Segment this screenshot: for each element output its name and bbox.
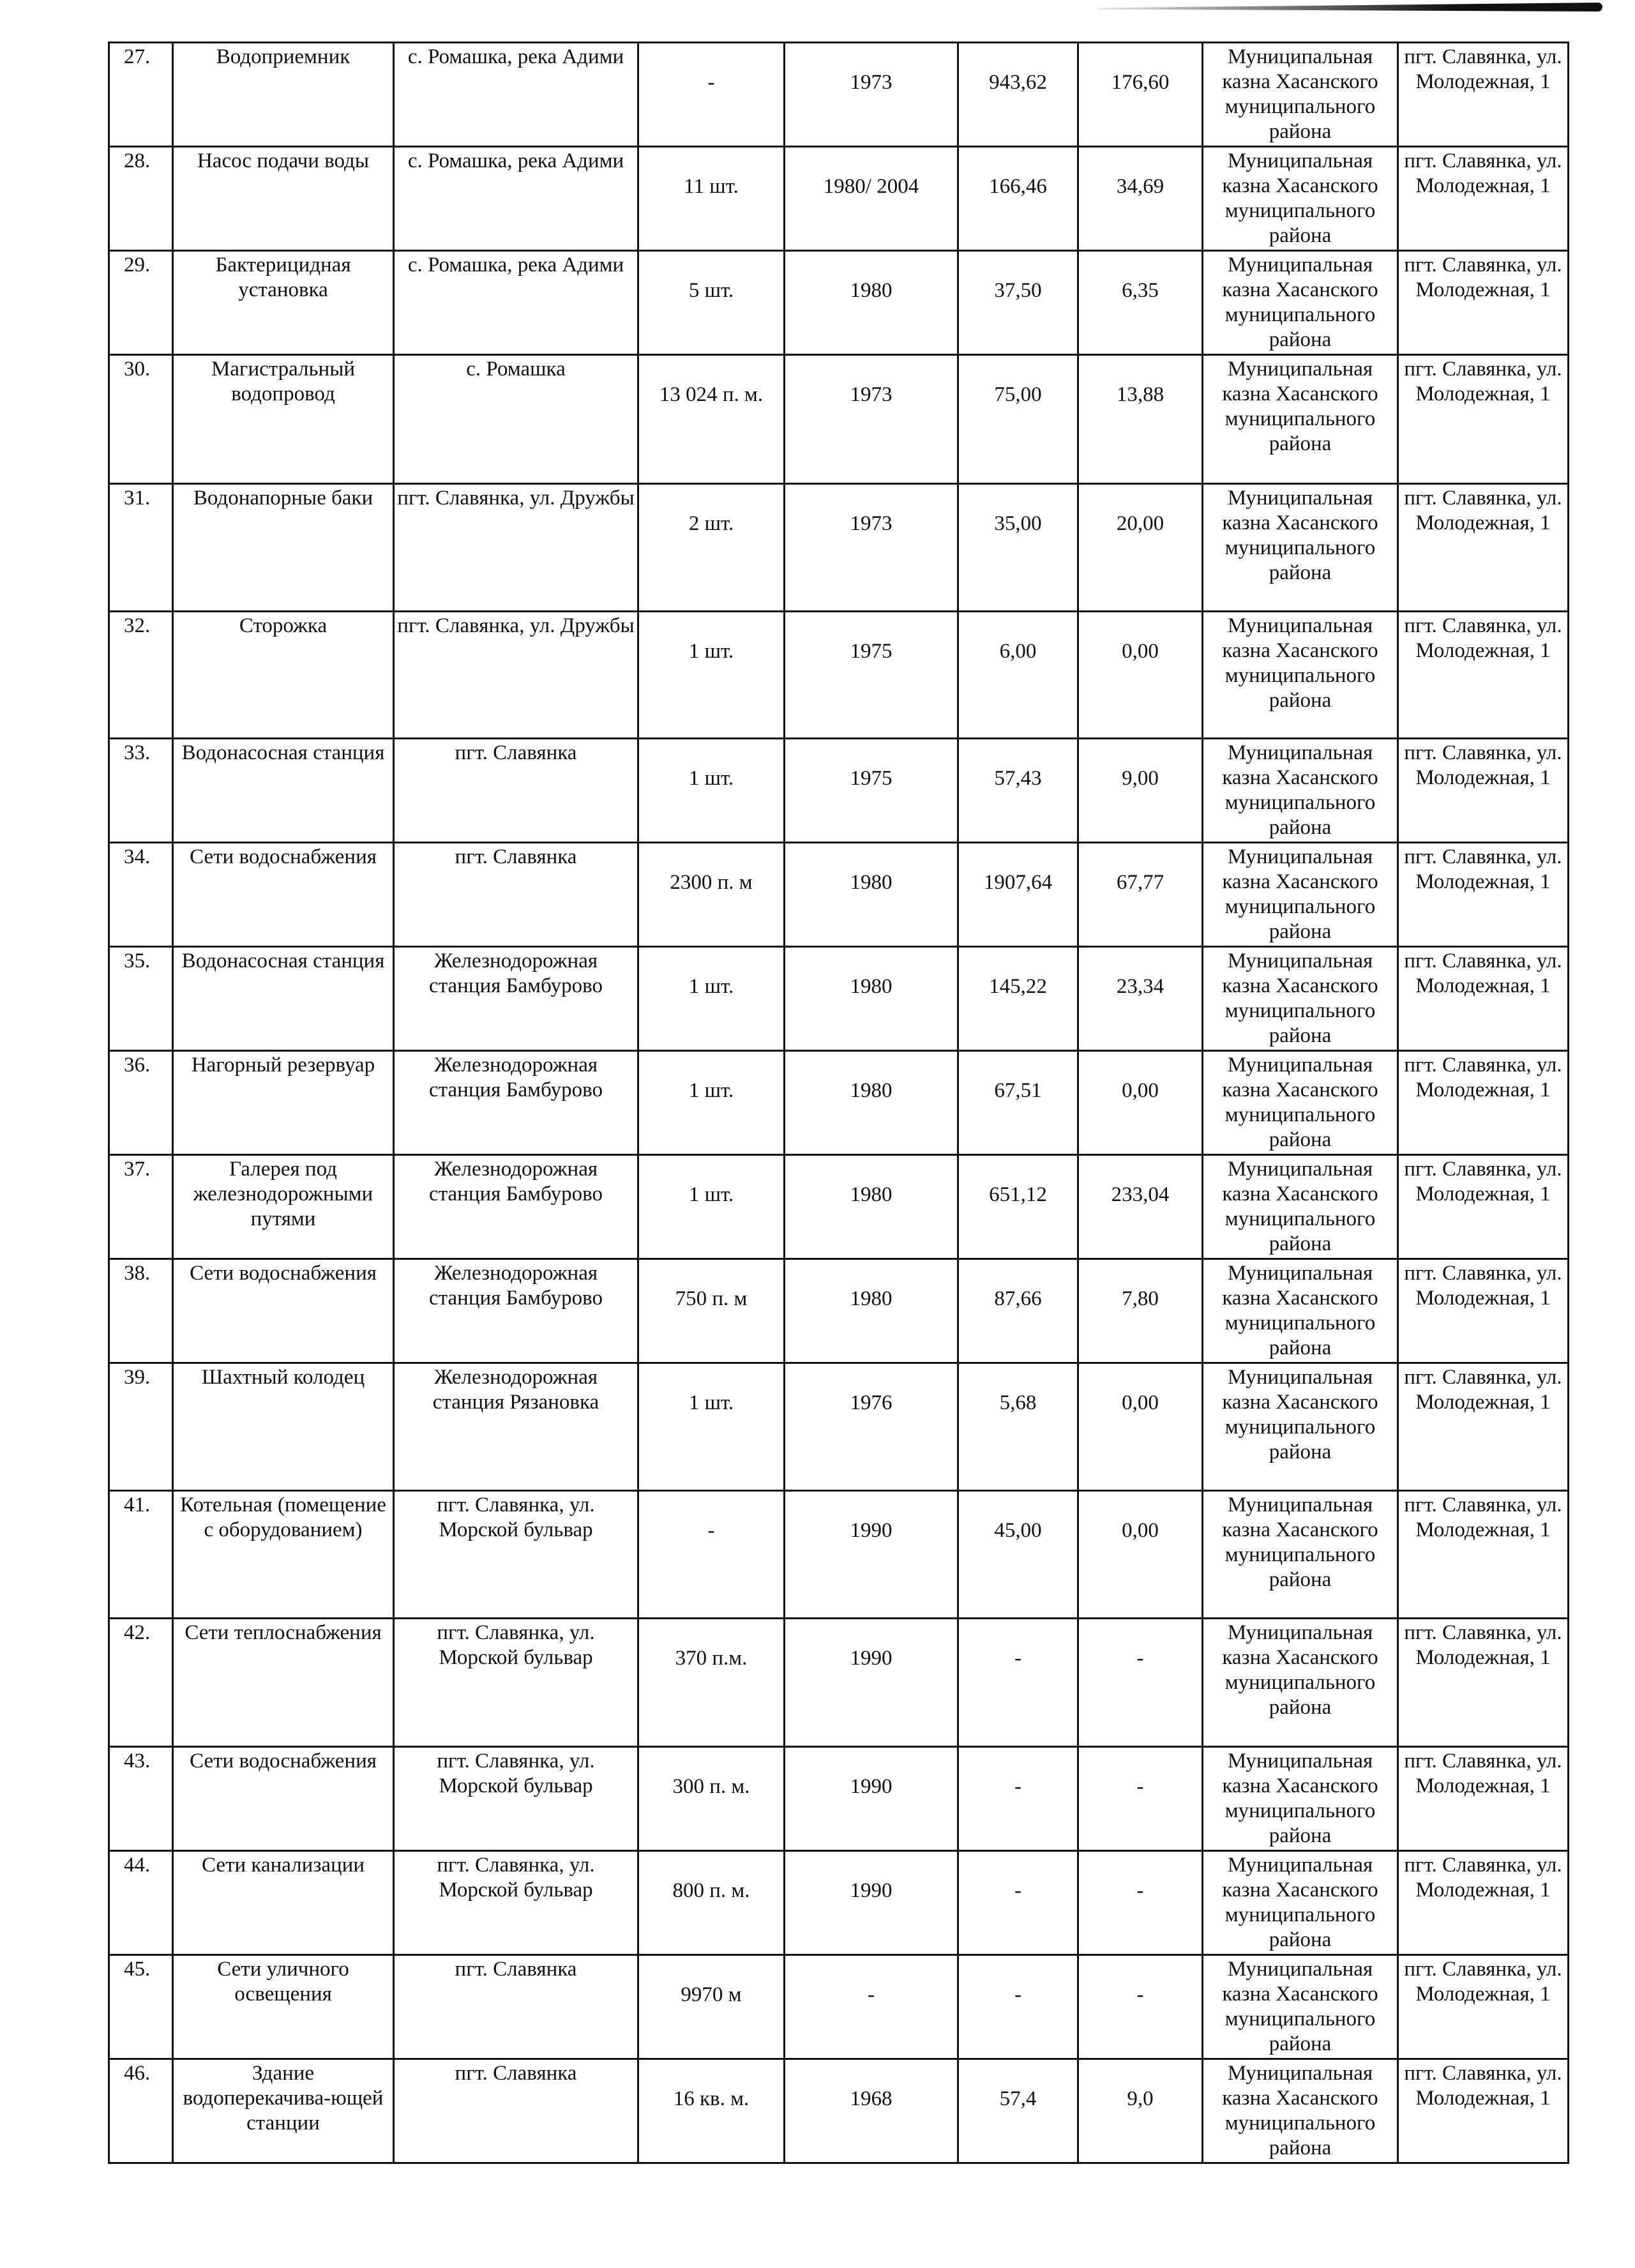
row-number-cell: 33. [109,739,173,843]
object-address-cell: с. Ромашка [394,355,638,484]
book-value-cell: 166,46 [958,147,1078,251]
holder-address-cell: пгт. Славянка, ул. Молодежная, 1 [1398,1259,1569,1363]
object-address-cell: Железнодорожная станция Рязановка [394,1363,638,1491]
quantity-cell: 9970 м [638,1955,785,2059]
table-row [109,1259,1569,1363]
quantity-cell: 1 шт. [638,1155,785,1259]
residual-value-cell: 176,60 [1078,43,1203,147]
year-cell: 1975 [785,739,958,843]
object-address-cell: Железнодорожная станция Бамбурово [394,1259,638,1363]
object-address-cell: с. Ромашка, река Адими [394,43,638,147]
row-number-cell: 42. [109,1619,173,1747]
table-row [109,1851,1569,1955]
row-number-cell: 46. [109,2059,173,2163]
object-name-cell: Водоприемник [173,43,394,147]
year-cell: 1980/ 2004 [785,147,958,251]
holder-address-cell: пгт. Славянка, ул. Молодежная, 1 [1398,1051,1569,1155]
residual-value-cell: 23,34 [1078,947,1203,1051]
table-row [109,1619,1569,1747]
object-address-cell: Железнодорожная станция Бамбурово [394,1155,638,1259]
holder-address-cell: пгт. Славянка, ул. Молодежная, 1 [1398,612,1569,739]
holder-address-cell: пгт. Славянка, ул. Молодежная, 1 [1398,843,1569,947]
object-address-cell: пгт. Славянка, ул. Морской бульвар [394,1851,638,1955]
residual-value-cell: 6,35 [1078,251,1203,355]
quantity-cell: 16 кв. м. [638,2059,785,2163]
table-row [109,1155,1569,1259]
owner-cell: Муниципальная казна Хасанского муниципального района [1203,484,1398,612]
holder-address-cell: пгт. Славянка, ул. Молодежная, 1 [1398,1851,1569,1955]
object-address-cell: пгт. Славянка, ул. Морской бульвар [394,1491,638,1619]
quantity-cell: 2300 п. м [638,843,785,947]
book-value-cell: - [958,1955,1078,2059]
owner-cell: Муниципальная казна Хасанского муниципального района [1203,843,1398,947]
holder-address-cell: пгт. Славянка, ул. Молодежная, 1 [1398,355,1569,484]
owner-cell: Муниципальная казна Хасанского муниципального района [1203,1155,1398,1259]
row-number-cell: 37. [109,1155,173,1259]
holder-address-cell: пгт. Славянка, ул. Молодежная, 1 [1398,1363,1569,1491]
book-value-cell: 943,62 [958,43,1078,147]
year-cell: 1980 [785,1051,958,1155]
year-cell: 1980 [785,947,958,1051]
table-row [109,251,1569,355]
holder-address-cell: пгт. Славянка, ул. Молодежная, 1 [1398,147,1569,251]
row-number-cell: 32. [109,612,173,739]
year-cell: 1980 [785,1155,958,1259]
owner-cell: Муниципальная казна Хасанского муниципального района [1203,147,1398,251]
object-name-cell: Водонасосная станция [173,739,394,843]
book-value-cell: 35,00 [958,484,1078,612]
owner-cell: Муниципальная казна Хасанского муниципального района [1203,1363,1398,1491]
object-name-cell: Сети водоснабжения [173,1747,394,1851]
book-value-cell: 45,00 [958,1491,1078,1619]
object-name-cell: Шахтный колодец [173,1363,394,1491]
row-number-cell: 45. [109,1955,173,2059]
object-name-cell: Насос подачи воды [173,147,394,251]
row-number-cell: 30. [109,355,173,484]
year-cell: 1990 [785,1619,958,1747]
year-cell: 1975 [785,612,958,739]
book-value-cell: 37,50 [958,251,1078,355]
residual-value-cell: - [1078,1619,1203,1747]
owner-cell: Муниципальная казна Хасанского муниципального района [1203,612,1398,739]
object-address-cell: с. Ромашка, река Адими [394,251,638,355]
table-row [109,1363,1569,1491]
table-row [109,612,1569,739]
year-cell: - [785,1955,958,2059]
quantity-cell: 1 шт. [638,612,785,739]
book-value-cell: 145,22 [958,947,1078,1051]
row-number-cell: 27. [109,43,173,147]
row-number-cell: 28. [109,147,173,251]
residual-value-cell: - [1078,1747,1203,1851]
table-row [109,484,1569,612]
year-cell: 1980 [785,1259,958,1363]
table-row [109,947,1569,1051]
residual-value-cell: 0,00 [1078,1491,1203,1619]
owner-cell: Муниципальная казна Хасанского муниципального района [1203,1851,1398,1955]
owner-cell: Муниципальная казна Хасанского муниципального района [1203,1259,1398,1363]
scan-artifact-stroke [1098,3,1602,11]
object-name-cell: Сети канализации [173,1851,394,1955]
year-cell: 1968 [785,2059,958,2163]
book-value-cell: - [958,1851,1078,1955]
object-address-cell: Железнодорожная станция Бамбурово [394,947,638,1051]
object-name-cell: Водонасосная станция [173,947,394,1051]
object-name-cell: Магистральный водопровод [173,355,394,484]
row-number-cell: 35. [109,947,173,1051]
table-row [109,1051,1569,1155]
book-value-cell: 67,51 [958,1051,1078,1155]
object-name-cell: Сети водоснабжения [173,843,394,947]
quantity-cell: 5 шт. [638,251,785,355]
year-cell: 1990 [785,1851,958,1955]
holder-address-cell: пгт. Славянка, ул. Молодежная, 1 [1398,1955,1569,2059]
residual-value-cell: - [1078,1851,1203,1955]
object-name-cell: Сети теплоснабжения [173,1619,394,1747]
residual-value-cell: 34,69 [1078,147,1203,251]
owner-cell: Муниципальная казна Хасанского муниципального района [1203,1051,1398,1155]
row-number-cell: 39. [109,1363,173,1491]
object-address-cell: пгт. Славянка, ул. Дружбы [394,612,638,739]
table-row [109,147,1569,251]
quantity-cell: 11 шт. [638,147,785,251]
holder-address-cell: пгт. Славянка, ул. Молодежная, 1 [1398,43,1569,147]
year-cell: 1973 [785,43,958,147]
object-address-cell: пгт. Славянка [394,739,638,843]
book-value-cell: 75,00 [958,355,1078,484]
residual-value-cell: 20,00 [1078,484,1203,612]
row-number-cell: 43. [109,1747,173,1851]
book-value-cell: 87,66 [958,1259,1078,1363]
residual-value-cell: 7,80 [1078,1259,1203,1363]
table-row [109,1955,1569,2059]
quantity-cell: 800 п. м. [638,1851,785,1955]
object-address-cell: Железнодорожная станция Бамбурово [394,1051,638,1155]
row-number-cell: 36. [109,1051,173,1155]
table-row [109,843,1569,947]
owner-cell: Муниципальная казна Хасанского муниципального района [1203,1491,1398,1619]
quantity-cell: 13 024 п. м. [638,355,785,484]
residual-value-cell: 0,00 [1078,1051,1203,1155]
book-value-cell: 651,12 [958,1155,1078,1259]
residual-value-cell: 0,00 [1078,612,1203,739]
residual-value-cell: 67,77 [1078,843,1203,947]
object-name-cell: Сторожка [173,612,394,739]
year-cell: 1980 [785,251,958,355]
table-row [109,355,1569,484]
quantity-cell: 1 шт. [638,947,785,1051]
book-value-cell: 57,4 [958,2059,1078,2163]
object-address-cell: пгт. Славянка [394,2059,638,2163]
quantity-cell: - [638,43,785,147]
object-name-cell: Бактерицидная установка [173,251,394,355]
quantity-cell: 300 п. м. [638,1747,785,1851]
holder-address-cell: пгт. Славянка, ул. Молодежная, 1 [1398,251,1569,355]
table-row [109,739,1569,843]
object-name-cell: Сети уличного освещения [173,1955,394,2059]
row-number-cell: 31. [109,484,173,612]
row-number-cell: 38. [109,1259,173,1363]
owner-cell: Муниципальная казна Хасанского муниципального района [1203,739,1398,843]
holder-address-cell: пгт. Славянка, ул. Молодежная, 1 [1398,1491,1569,1619]
row-number-cell: 34. [109,843,173,947]
object-name-cell: Нагорный резервуар [173,1051,394,1155]
quantity-cell: 750 п. м [638,1259,785,1363]
owner-cell: Муниципальная казна Хасанского муниципального района [1203,251,1398,355]
quantity-cell: 1 шт. [638,1051,785,1155]
row-number-cell: 44. [109,1851,173,1955]
quantity-cell: 1 шт. [638,739,785,843]
object-name-cell: Здание водоперекачива-ющей станции [173,2059,394,2163]
object-address-cell: пгт. Славянка [394,1955,638,2059]
book-value-cell: 5,68 [958,1363,1078,1491]
residual-value-cell: 9,00 [1078,739,1203,843]
year-cell: 1976 [785,1363,958,1491]
residual-value-cell: - [1078,1955,1203,2059]
residual-value-cell: 233,04 [1078,1155,1203,1259]
object-address-cell: с. Ромашка, река Адими [394,147,638,251]
year-cell: 1973 [785,484,958,612]
row-number-cell: 29. [109,251,173,355]
quantity-cell: 1 шт. [638,1363,785,1491]
holder-address-cell: пгт. Славянка, ул. Молодежная, 1 [1398,739,1569,843]
year-cell: 1990 [785,1491,958,1619]
owner-cell: Муниципальная казна Хасанского муниципального района [1203,1955,1398,2059]
table-row [109,43,1569,147]
quantity-cell: 2 шт. [638,484,785,612]
object-address-cell: пгт. Славянка, ул. Морской бульвар [394,1747,638,1851]
object-address-cell: пгт. Славянка [394,843,638,947]
residual-value-cell: 0,00 [1078,1363,1203,1491]
object-address-cell: пгт. Славянка, ул. Морской бульвар [394,1619,638,1747]
holder-address-cell: пгт. Славянка, ул. Молодежная, 1 [1398,1619,1569,1747]
quantity-cell: 370 п.м. [638,1619,785,1747]
book-value-cell: 1907,64 [958,843,1078,947]
owner-cell: Муниципальная казна Хасанского муниципального района [1203,1747,1398,1851]
residual-value-cell: 13,88 [1078,355,1203,484]
holder-address-cell: пгт. Славянка, ул. Молодежная, 1 [1398,947,1569,1051]
holder-address-cell: пгт. Славянка, ул. Молодежная, 1 [1398,1155,1569,1259]
table-row [109,2059,1569,2163]
object-address-cell: пгт. Славянка, ул. Дружбы [394,484,638,612]
object-name-cell: Водонапорные баки [173,484,394,612]
year-cell: 1980 [785,843,958,947]
year-cell: 1973 [785,355,958,484]
property-table [108,42,1569,2164]
object-name-cell: Сети водоснабжения [173,1259,394,1363]
holder-address-cell: пгт. Славянка, ул. Молодежная, 1 [1398,2059,1569,2163]
holder-address-cell: пгт. Славянка, ул. Молодежная, 1 [1398,1747,1569,1851]
table-row [109,1491,1569,1619]
book-value-cell: - [958,1747,1078,1851]
year-cell: 1990 [785,1747,958,1851]
residual-value-cell: 9,0 [1078,2059,1203,2163]
owner-cell: Муниципальная казна Хасанского муниципального района [1203,1619,1398,1747]
row-number-cell: 41. [109,1491,173,1619]
owner-cell: Муниципальная казна Хасанского муниципального района [1203,355,1398,484]
holder-address-cell: пгт. Славянка, ул. Молодежная, 1 [1398,484,1569,612]
book-value-cell: - [958,1619,1078,1747]
owner-cell: Муниципальная казна Хасанского муниципального района [1203,947,1398,1051]
object-name-cell: Котельная (помещение с оборудованием) [173,1491,394,1619]
book-value-cell: 6,00 [958,612,1078,739]
quantity-cell: - [638,1491,785,1619]
table-row [109,1747,1569,1851]
object-name-cell: Галерея под железнодорожными путями [173,1155,394,1259]
owner-cell: Муниципальная казна Хасанского муниципального района [1203,2059,1398,2163]
book-value-cell: 57,43 [958,739,1078,843]
owner-cell: Муниципальная казна Хасанского муниципального района [1203,43,1398,147]
